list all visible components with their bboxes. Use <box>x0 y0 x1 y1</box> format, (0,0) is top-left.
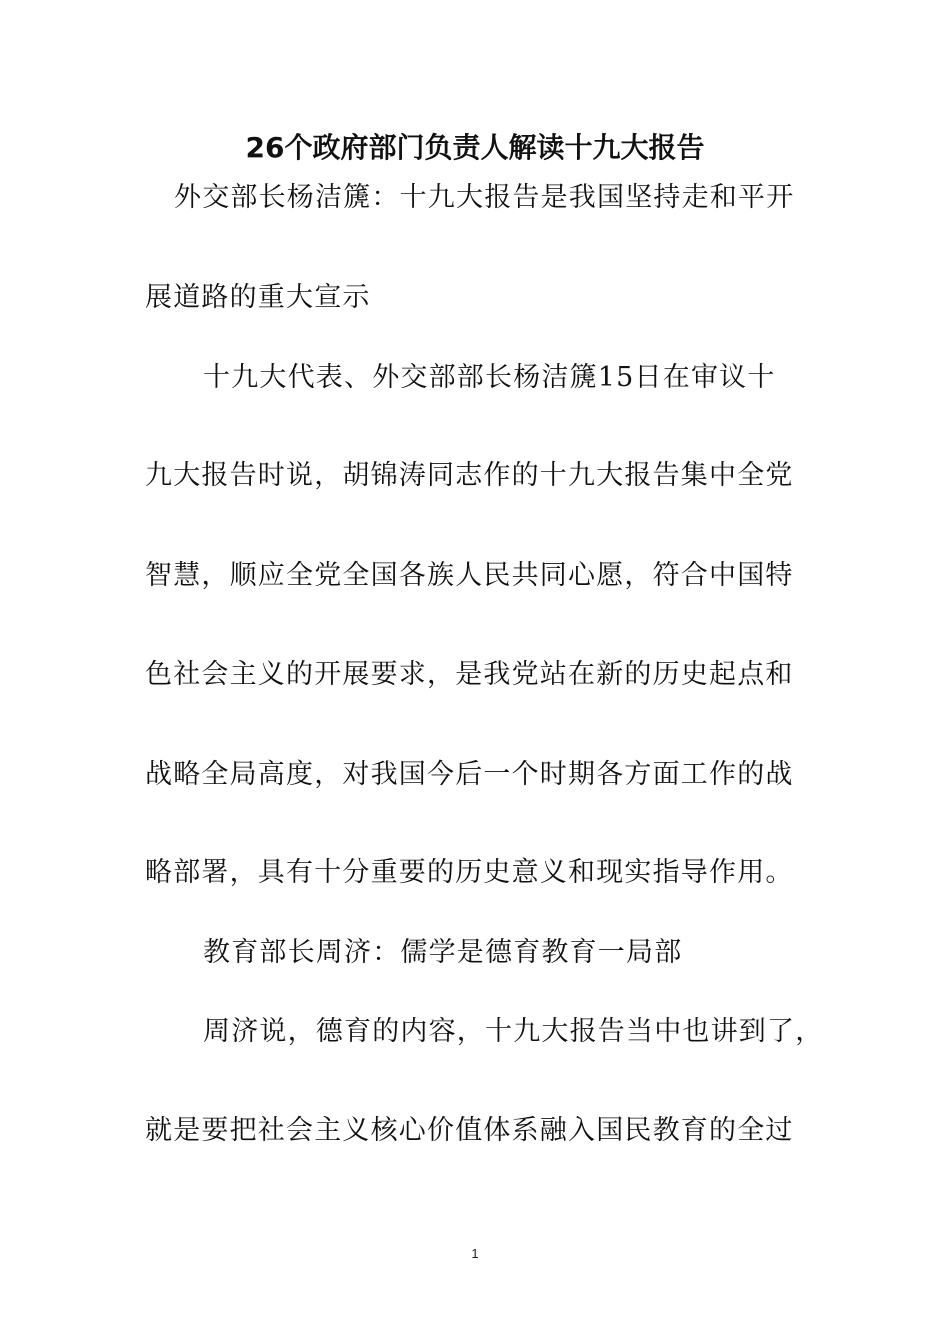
paragraph-line: 十九大代表、外交部部长杨洁篪15日在审议十 <box>203 362 776 393</box>
subheading-foreign-minister-line-1: 外交部长杨洁篪：十九大报告是我国坚持走和平开 <box>174 182 795 213</box>
paragraph-line: 就是要把社会主义核心价值体系融入国民教育的全过 <box>145 1115 794 1146</box>
subheading-education-minister: 教育部长周济：儒学是德育教育一局部 <box>203 937 683 968</box>
subheading-foreign-minister-line-2: 展道路的重大宣示 <box>145 282 371 313</box>
paragraph-line: 九大报告时说，胡锦涛同志作的十九大报告集中全党 <box>145 460 794 491</box>
paragraph-line: 战略全局高度，对我国今后一个时期各方面工作的战 <box>145 759 794 790</box>
paragraph-line: 智慧，顺应全党全国各族人民共同心愿，符合中国特 <box>145 560 794 591</box>
paragraph-line: 周济说，德育的内容，十九大报告当中也讲到了， <box>203 1016 824 1047</box>
paragraph-line: 色社会主义的开展要求，是我党站在新的历史起点和 <box>145 659 794 690</box>
document-title: 26个政府部门负责人解读十九大报告 <box>245 131 705 164</box>
page-number: 1 <box>471 1246 479 1261</box>
paragraph-line: 略部署，具有十分重要的历史意义和现实指导作用。 <box>145 857 794 888</box>
